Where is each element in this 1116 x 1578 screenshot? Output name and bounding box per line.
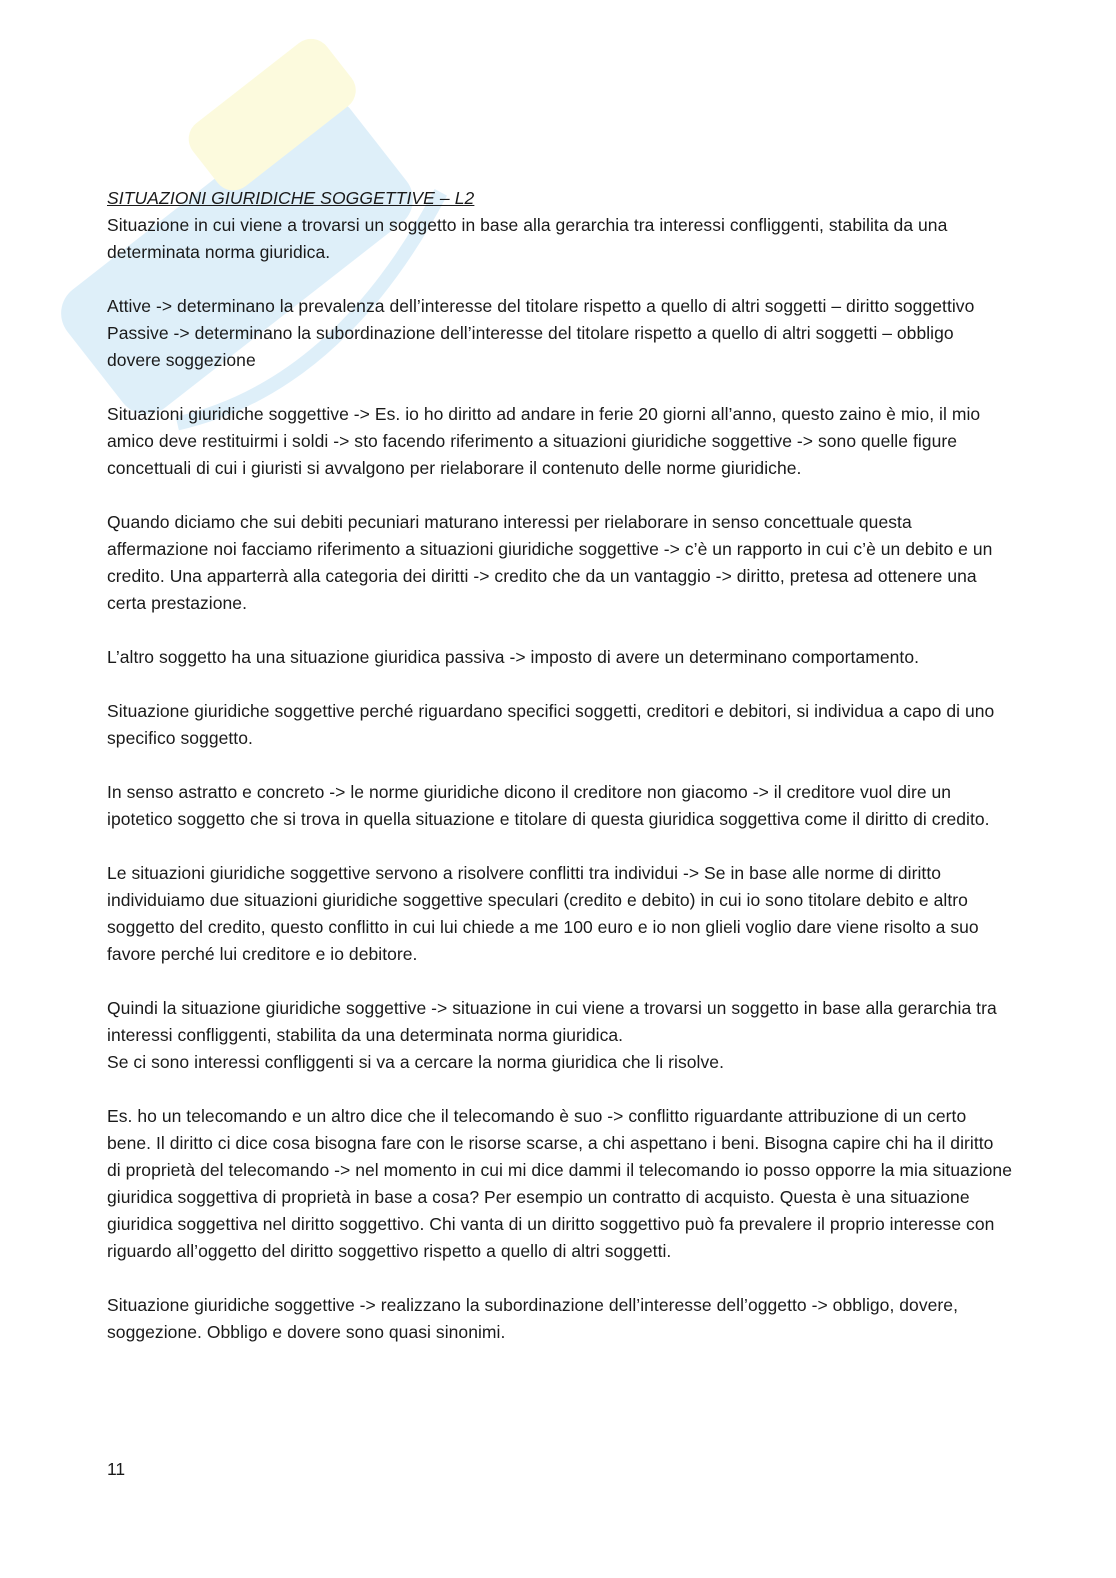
paragraph-attive: Attive -> determinano la prevalenza dell’interesse del titolare rispetto a quello di altri soggetti – diritto soggettivo bbox=[107, 296, 975, 316]
paragraph-conflitti: Le situazioni giuridiche soggettive servono a risolvere conflitti tra individui -> Se in base alle norme di diritto individuiamo due situazioni giuridiche soggettive speculari (credito e debito) in cui io sono titolare debito e altro soggetto del credito, questo conflitto in cui lui chiede a me 100 euro e io non glieli voglio dare viene risolto a suo favore perché lui creditore e io debitore. bbox=[107, 863, 979, 964]
paragraph-interessi: Se ci sono interessi confliggenti si va a cercare la norma giuridica che li risolve. bbox=[107, 1052, 724, 1072]
watermark-accent-shape bbox=[181, 31, 364, 199]
paragraph-passive: Passive -> determinano la subordinazione dell’interesse del titolare rispetto a quello di altri soggetti – obbligo dovere soggezione bbox=[107, 323, 954, 370]
paragraph-examples: Situazioni giuridiche soggettive -> Es. io ho diritto ad andare in ferie 20 giorni all’anno, questo zaino è mio, il mio amico deve restituirmi i soldi -> sto facendo riferimento a situazioni giuridiche soggettive -> sono quelle figure concettuali di cui i giuristi si avvalgono per rielaborare il contenuto delle norme giuridiche. bbox=[107, 404, 981, 478]
paragraph-definition: Situazione in cui viene a trovarsi un soggetto in base alla gerarchia tra interessi confliggenti, stabilita da una determinata norma giuridica. bbox=[107, 215, 948, 262]
document-page bbox=[107, 185, 1012, 1373]
paragraph-quindi: Quindi la situazione giuridiche soggettive -> situazione in cui viene a trovarsi un soggetto in base alla gerarchia tra interessi confliggenti, stabilita da una determinata norma giuridica. bbox=[107, 998, 997, 1045]
page-number: 11 bbox=[107, 1459, 126, 1479]
paragraph-telecomando: Es. ho un telecomando e un altro dice che il telecomando è suo -> conflitto riguardante attribuzione di un certo bene. Il diritto ci dice cosa bisogna fare con le risorse scarse, a chi aspettano i beni. Bisogna capire chi ha il diritto di proprietà del telecomando -> nel momento in cui mi dice dammi il telecomando io posso opporre la mia situazione giuridica soggettiva di proprietà in base a cosa? Per esempio un contratto di acquisto. Questa è una situazione giuridica soggettiva nel diritto soggettivo. Chi vanta di un diritto soggettivo può fa prevalere il proprio interesse con riguardo all’oggetto del diritto soggettivo rispetto a quello di altri soggetti. bbox=[107, 1106, 1012, 1261]
paragraph-debiti: Quando diciamo che sui debiti pecuniari maturano interessi per rielaborare in senso concettuale questa affermazione noi facciamo riferimento a situazioni giuridiche soggettive -> c’è un rapporto in cui c’è un debito e un credito. Una apparterrà alla categoria dei diritti -> credito che da un vantaggio -> diritto, pretesa ad ottenere una certa prestazione. bbox=[107, 512, 993, 613]
paragraph-astratto: In senso astratto e concreto -> le norme giuridiche dicono il creditore non giacomo -> il creditore vuol dire un ipotetico soggetto che si trova in quella situazione e titolare di questa giuridica soggettiva come il diritto di credito. bbox=[107, 782, 990, 829]
document-title: SITUAZIONI GIURIDICHE SOGGETTIVE – L2 bbox=[107, 188, 475, 208]
paragraph-passiva: L’altro soggetto ha una situazione giuridica passiva -> imposto di avere un determinano comportamento. bbox=[107, 647, 920, 667]
paragraph-specifici: Situazione giuridiche soggettive perché riguardano specifici soggetti, creditori e debitori, si individua a capo di uno specifico soggetto. bbox=[107, 701, 995, 748]
paragraph-subordinazione: Situazione giuridiche soggettive -> realizzano la subordinazione dell’interesse dell’oggetto -> obbligo, dovere, soggezione. Obbligo e dovere sono quasi sinonimi. bbox=[107, 1295, 958, 1342]
